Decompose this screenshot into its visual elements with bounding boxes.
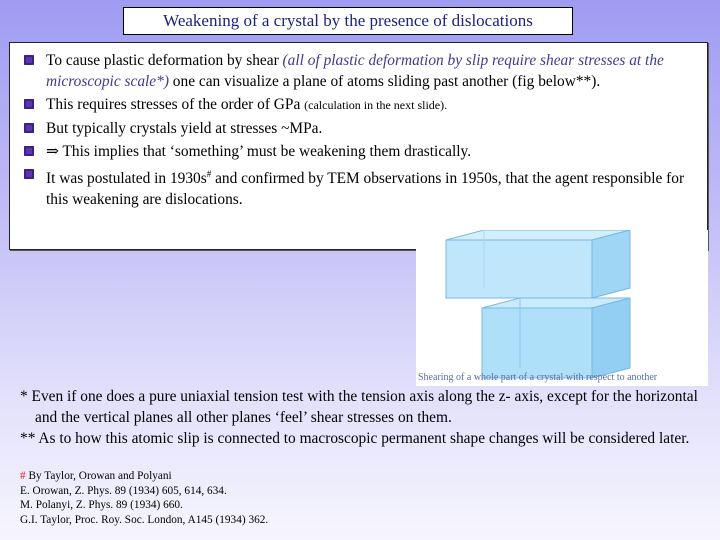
implies-symbol: ⇒	[46, 143, 59, 160]
bullet-item	[10, 141, 707, 162]
bullet-text-continued: one can visualize a plane of atoms sliding past another (fig below**).	[168, 73, 601, 90]
hash-superscript: #	[206, 169, 212, 179]
checkbox-bullet-icon	[24, 169, 34, 179]
footnotes	[20, 386, 710, 449]
reference-text: By Taylor, Orowan and Polyani	[25, 470, 172, 482]
checkbox-bullet-icon	[24, 55, 34, 65]
bullet-text-continued: and confirmed by TEM observations in 1950s, that the agent responsible for this weakening are dislocations.	[46, 170, 685, 209]
bullet-text: But typically crystals yield at stresses ~MPa.	[46, 120, 323, 137]
checkbox-bullet-icon	[24, 123, 34, 133]
checkbox-bullet-icon	[24, 146, 34, 156]
references	[20, 469, 268, 527]
bullet-small-text: (calculation in the next slide).	[304, 98, 448, 112]
crystal-shear-figure	[416, 230, 708, 386]
figure-caption: Shearing of a whole part of a crystal with respect to another	[418, 372, 658, 383]
reference-line: M. Polanyi, Z. Phys. 89 (1934) 660.	[20, 499, 183, 511]
reference-line: G.I. Taylor, Proc. Roy. Soc. London, A145 (1934) 362.	[20, 513, 269, 526]
sheared-crystal-blocks-illustration	[416, 230, 708, 386]
bullet-item	[10, 164, 707, 210]
bullet-italic-text: (all of plastic deformation by slip require shear stresses at the microscopic scale*)	[46, 52, 664, 90]
bullet-item	[10, 94, 707, 116]
bullet-text: It was postulated in 1930s	[46, 170, 207, 188]
content-panel	[9, 42, 708, 250]
bullet-list	[10, 50, 707, 212]
footnote: * Even if one does a pure uniaxial tension test with the tension axis along the z- axis, except for the horizontal and the vertical planes all other planes ‘feel’ shear stresses on them.	[20, 388, 698, 426]
checkbox-bullet-icon	[24, 99, 34, 109]
bullet-item	[10, 50, 707, 92]
bullet-item	[10, 118, 707, 139]
reference-line: E. Orowan, Z. Phys. 89 (1934) 605, 614, 634.	[20, 484, 227, 497]
bullet-text: This requires stresses of the order of GPa	[46, 96, 305, 113]
bullet-text: To cause plastic deformation by shear	[46, 52, 283, 69]
slide-title: Weakening of a crystal by the presence of dislocations	[123, 7, 573, 35]
hash-marker: #	[20, 470, 26, 482]
bullet-text: This implies that ‘something’ must be weakening them drastically.	[58, 143, 472, 160]
reference-line	[20, 469, 268, 484]
footnote: ** As to how this atomic slip is connected to macroscopic permanent shape changes will be considered later.	[20, 430, 690, 447]
